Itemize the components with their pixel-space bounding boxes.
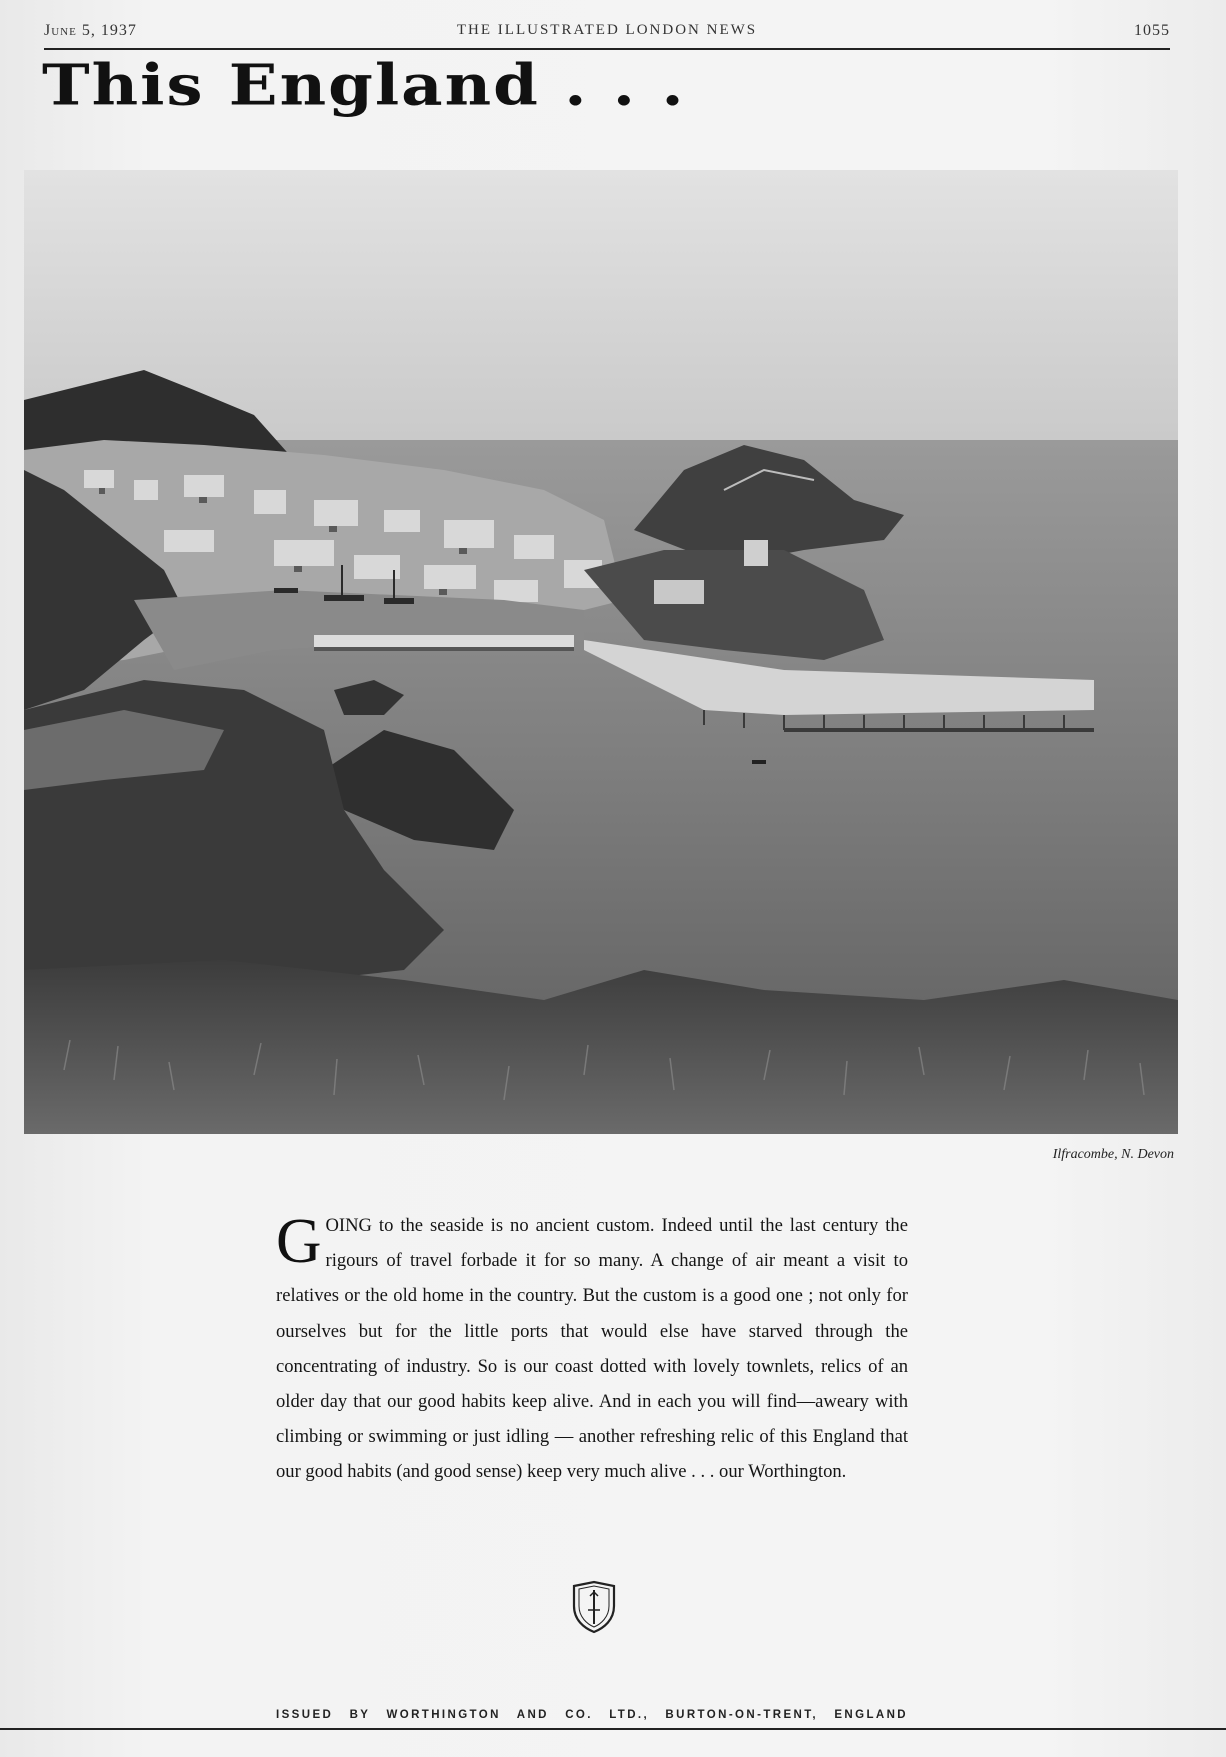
page-number: 1055 [1134,22,1170,39]
body-copy [276,1208,908,1490]
photo-caption: Ilfracombe, N. Devon [1052,1147,1174,1162]
running-header [44,20,1170,50]
issue-date: June 5, 1937 [44,22,137,39]
drop-cap: G [276,1206,322,1276]
headline: This England . . . [42,52,686,119]
worthington-shield-emblem-icon [570,1580,618,1634]
footer-rule [0,1728,1226,1730]
issuer-line: ISSUED BY WORTHINGTON AND CO. LTD., BURTON-ON-TRENT, ENGLAND [276,1709,908,1721]
body-text: OING to the seaside is no ancient custom. Indeed until the last century the rigours of travel forbade it for so many. A change of air meant a visit to relatives or the old home in the country. But the custom is a good one ; not only for ourselves but for the little ports that would else have starved through the concentrating of industry. So is our coast dotted with lovely townlets, relics of an older day that our good habits keep alive. And in each you will find—aweary with climbing or swimming or just idling — another refreshing relic of this England that our good habits (and good sense) keep very much alive . . . our Worthington. [276,1215,908,1483]
harbour-photograph [24,170,1178,1134]
publication-title: THE ILLUSTRATED LONDON NEWS [456,22,758,38]
